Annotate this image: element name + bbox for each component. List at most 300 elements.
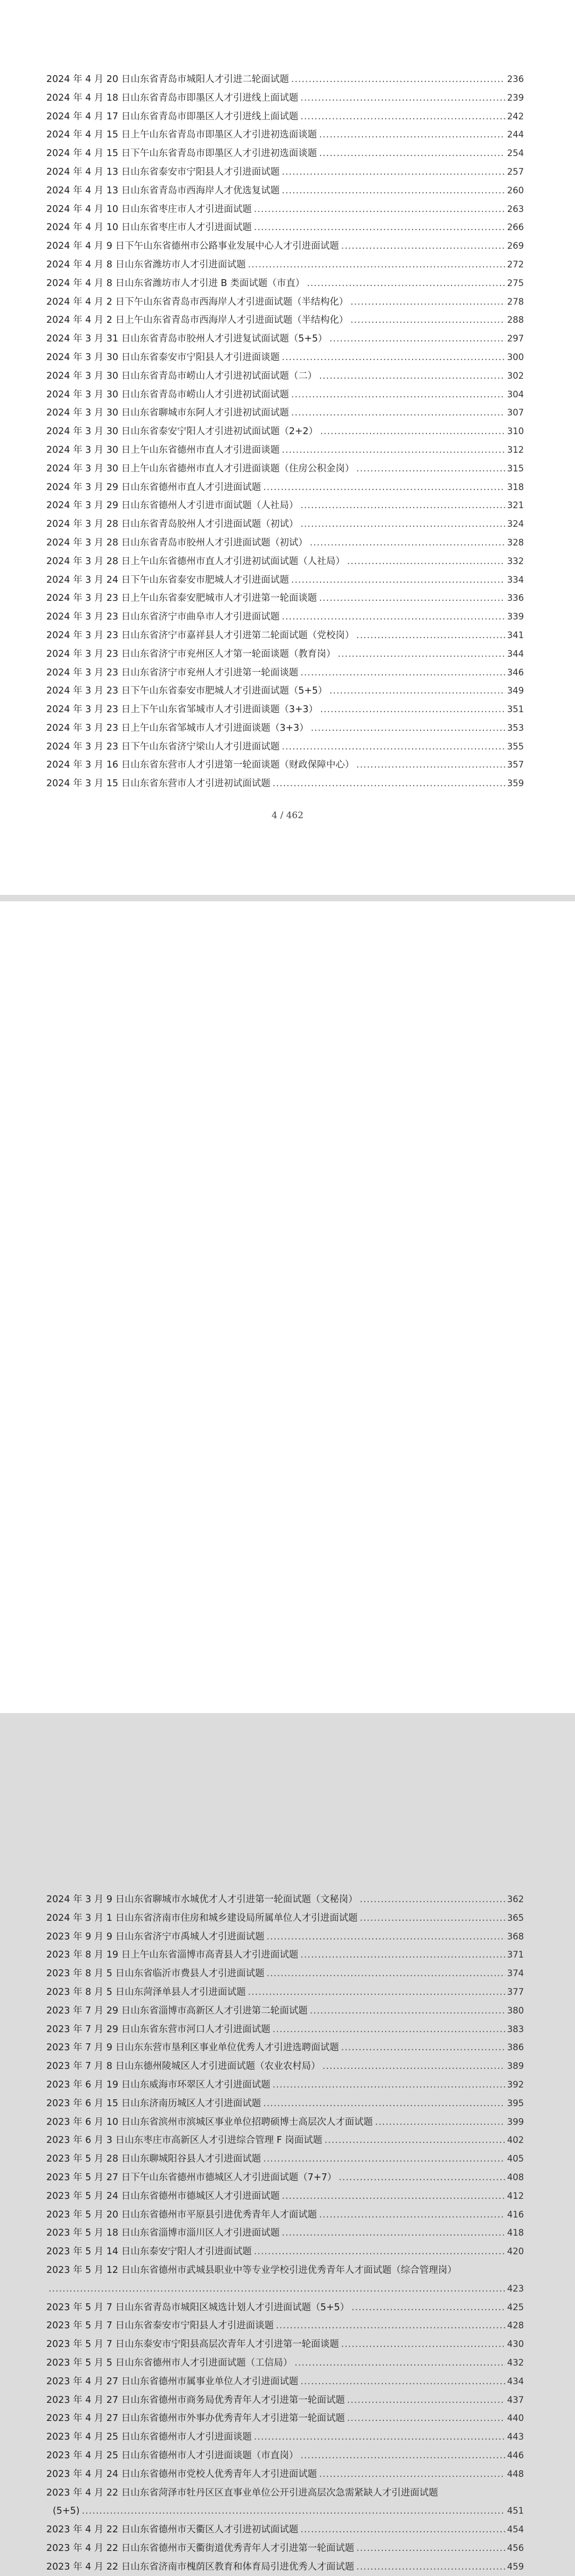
toc-entry-title: 2023 年 5 月 7 日山东泰安市宁阳县高层次青年人才引进第一轮面谈题 (46, 2339, 339, 2350)
toc-entry[interactable] (46, 460, 524, 478)
toc-entry-title: 2024 年 4 月 10 日山东省枣庄市人才引进面试题 (46, 222, 252, 233)
toc-leader-dots (273, 775, 505, 793)
toc-leader-dots (319, 2465, 505, 2484)
toc-leader-dots (339, 2169, 505, 2187)
toc-leader-dots (248, 256, 505, 274)
toc-leader-dots (282, 441, 505, 460)
toc-entry-title: 2024 年 3 月 15 日山东省东营市人才引进初试面试题 (46, 778, 270, 789)
toc-entry-page-number: 332 (507, 556, 524, 566)
toc-entry[interactable] (46, 2206, 524, 2224)
toc-entry-page-number: 392 (507, 2079, 524, 2090)
toc-entry-page-number: 440 (507, 2413, 524, 2424)
toc-leader-dots (324, 2131, 505, 2150)
toc-entry[interactable] (46, 144, 524, 163)
table-of-contents (46, 70, 524, 793)
toc-entry-title: 2023 年 5 月 20 日山东省德州市平原县引进优秀青年人才面试题 (46, 2209, 317, 2220)
toc-entry[interactable] (46, 2391, 524, 2410)
toc-entry-page-number: 341 (507, 630, 524, 640)
toc-entry[interactable] (46, 756, 524, 775)
toc-entry[interactable] (46, 108, 524, 126)
toc-entry[interactable] (46, 2076, 524, 2094)
toc-leader-dots (282, 738, 505, 756)
toc-entry-page-number: 456 (507, 2542, 524, 2553)
toc-entry-page-number: 310 (507, 426, 524, 437)
toc-entry-page-number: 389 (507, 2061, 524, 2072)
toc-entry-title: 2023 年 4 月 27 日山东省德州市属事业单位人才引进面试题 (46, 2376, 299, 2387)
toc-entry-page-number: 297 (507, 333, 524, 344)
toc-leader-dots (300, 496, 505, 515)
toc-entry-page-number: 362 (507, 1894, 524, 1904)
toc-leader-dots (267, 1928, 505, 1946)
toc-entry-title: 2024 年 4 月 18 日山东省青岛市即墨区人才引进线上面试题 (46, 92, 299, 103)
toc-entry[interactable] (46, 386, 524, 404)
toc-leader-dots (276, 2317, 505, 2335)
toc-leader-dots (267, 1964, 505, 1983)
toc-leader-dots (319, 126, 505, 144)
toc-entry-page-number: 425 (507, 2302, 524, 2312)
toc-entry-title-continuation: (5+5) (53, 2506, 80, 2517)
toc-entry-title: 2024 年 3 月 23 日下午山东省泰安市肥城人才引进面试题（5+5） (46, 686, 327, 697)
toc-entry[interactable] (46, 478, 524, 497)
toc-entry-title: 2023 年 4 月 25 日山东省德州市人才引进面谈题（市直岗） (46, 2450, 299, 2461)
toc-entry[interactable] (46, 1946, 524, 1964)
toc-leader-dots (338, 645, 505, 664)
toc-leader-dots (282, 2224, 505, 2243)
toc-leader-dots (300, 515, 505, 534)
toc-entry-title: 2024 年 3 月 28 日山东省青岛胶州人才引进面试题（初试） (46, 519, 299, 530)
toc-entry[interactable] (46, 2558, 524, 2576)
toc-entry-title: 2024 年 3 月 30 日上午山东省德州市直人才引进面谈题 (46, 444, 280, 455)
toc-entry-title: 2023 年 7 月 9 日山东东营市垦利区事业单位优秀人才引进选聘面试题 (46, 2042, 339, 2053)
toc-entry-page-number: 357 (507, 760, 524, 770)
toc-leader-dots (347, 2409, 505, 2428)
toc-entry-page-number: 307 (507, 407, 524, 418)
toc-leader-dots (300, 1946, 505, 1964)
toc-leader-dots (350, 311, 505, 330)
document-page-2 (0, 901, 575, 2572)
toc-entry-page-number: 448 (507, 2468, 524, 2479)
toc-entry-page-number: 359 (507, 778, 524, 789)
toc-entry-title: 2023 年 4 月 25 日山东省德州市人才引进面谈题 (46, 2432, 252, 2443)
toc-entry-title: 2024 年 3 月 23 日山东省济宁市嘉祥县人才引进第二轮面试题（党校岗） (46, 630, 355, 641)
toc-entry-title: 2024 年 4 月 13 日山东省青岛市西海岸人才优选复试题 (46, 185, 280, 196)
toc-entry-title: 2024 年 3 月 30 日山东省泰安宁阳人才引进初试面试题（2+2） (46, 426, 318, 437)
toc-entry-page-number: 269 (507, 241, 524, 251)
toc-entry-title: 2024 年 4 月 15 日上午山东省青岛市即墨区人才引进初选面谈题 (46, 129, 317, 141)
toc-entry[interactable] (46, 700, 524, 719)
toc-entry[interactable] (46, 515, 524, 534)
toc-entry-title: 2023 年 5 月 27 日下午山东省德州市德城区人才引进面试题（7+7） (46, 2172, 337, 2183)
toc-leader-dots (350, 293, 505, 312)
toc-leader-dots (254, 2428, 505, 2447)
toc-entry[interactable] (46, 645, 524, 664)
toc-entry-title: 2023 年 4 月 22 日山东省菏泽市牡丹区区直事业单位公开引进高层次急需紧缺人才引进面试题 (46, 2487, 438, 2498)
toc-entry-page-number: 353 (507, 722, 524, 733)
toc-entry[interactable] (46, 2521, 524, 2539)
toc-leader-dots (254, 200, 505, 219)
toc-entry-page-number: 405 (507, 2154, 524, 2164)
toc-entry[interactable] (46, 571, 524, 590)
toc-entry[interactable] (46, 2057, 524, 2076)
toc-leader-dots (300, 664, 505, 682)
toc-entry[interactable] (46, 256, 524, 274)
toc-entry-title: 2023 年 4 月 22 日山东省济南市槐荫区教育和体育局引进优秀人才面试题 (46, 2561, 355, 2572)
toc-entry-page-number: 318 (507, 482, 524, 492)
toc-entry[interactable] (46, 2150, 524, 2169)
toc-entry-title: 2024 年 3 月 28 日山东省青岛市胶州人才引进面试题（初试） (46, 537, 308, 548)
toc-entry-title: 2024 年 3 月 23 日上下午山东省邹城市人才引进面谈题（3+3） (46, 704, 318, 715)
toc-leader-dots (48, 2280, 505, 2298)
toc-entry[interactable] (46, 719, 524, 738)
toc-leader-dots (341, 2039, 505, 2057)
toc-entry-page-number: 334 (507, 574, 524, 585)
toc-entry-title: 2023 年 5 月 7 日山东省青岛市城阳区城选计划人才引进面试题（5+5） (46, 2302, 350, 2313)
toc-entry[interactable] (46, 1909, 524, 1928)
toc-entry-page-number: 423 (507, 2283, 524, 2294)
toc-leader-dots (291, 386, 505, 404)
toc-entry-page-number: 374 (507, 1968, 524, 1979)
toc-entry[interactable] (46, 367, 524, 386)
toc-entry[interactable] (46, 682, 524, 700)
toc-leader-dots (356, 626, 505, 645)
toc-entry-page-number: 288 (507, 315, 524, 325)
toc-entry-title: 2024 年 3 月 30 日山东省泰安市宁阳县人才引进面谈题 (46, 352, 280, 363)
toc-entry[interactable] (46, 2243, 524, 2261)
toc-leader-dots (341, 2335, 505, 2354)
toc-leader-dots (320, 700, 505, 719)
toc-entry-title: 2024 年 4 月 9 日下午山东省德州市公路事业发展中心人才引进面试题 (46, 241, 339, 252)
toc-entry[interactable] (46, 496, 524, 515)
toc-entry-page-number: 418 (507, 2228, 524, 2238)
toc-entry-title: 2023 年 5 月 7 日山东省泰安市宁阳县人才引进面谈题 (46, 2320, 274, 2332)
toc-leader-dots (347, 552, 505, 571)
toc-leader-dots (300, 2373, 505, 2391)
toc-entry-title: 2024 年 3 月 23 日山东省济宁市曲阜市人才引进面试题 (46, 612, 280, 623)
toc-entry-page-number: 260 (507, 185, 524, 195)
document-page-1 (0, 0, 575, 895)
toc-entry-page-number: 380 (507, 2005, 524, 2016)
toc-entry-page-number: 428 (507, 2320, 524, 2331)
toc-entry-title: 2024 年 4 月 8 日山东省潍坊市人才引进 B 类面试题（市直） (46, 278, 305, 289)
toc-entry[interactable] (46, 274, 524, 293)
toc-entry-title: 2024 年 3 月 23 日上午山东省泰安肥城市人才引进第一轮面谈题 (46, 593, 317, 604)
toc-entry[interactable] (46, 2484, 524, 2521)
toc-entry-page-number: 386 (507, 2042, 524, 2053)
toc-entry-page-number: 324 (507, 519, 524, 529)
toc-entry-title: 2023 年 8 月 5 日山东省临沂市费县人才引进面试题 (46, 1968, 265, 1979)
toc-entry[interactable] (46, 2094, 524, 2113)
table-of-contents (46, 1890, 524, 2576)
toc-entry-page-number: 302 (507, 370, 524, 381)
toc-entry-page-number: 377 (507, 1986, 524, 1997)
toc-entry[interactable] (46, 311, 524, 330)
toc-leader-dots (263, 2150, 505, 2169)
toc-entry-title: 2023 年 5 月 5 日山东省德州市人才引进面试题（工信局） (46, 2357, 293, 2368)
toc-entry[interactable] (46, 626, 524, 645)
toc-entry-page-number: 368 (507, 1931, 524, 1942)
toc-leader-dots (300, 2521, 505, 2539)
toc-entry-page-number: 344 (507, 648, 524, 659)
toc-entry-title: 2023 年 6 月 3 日山东枣庄市高新区人才引进综合管理 F 岗面试题 (46, 2135, 323, 2146)
toc-entry[interactable] (46, 552, 524, 571)
toc-entry[interactable] (46, 2354, 524, 2373)
toc-leader-dots (356, 2558, 505, 2576)
toc-entry-title: 2023 年 6 月 19 日山东威海市环翠区人才引进面试题 (46, 2079, 270, 2090)
toc-entry-title: 2024 年 3 月 30 日山东省聊城市东阿人才引进初试面试题 (46, 407, 289, 419)
toc-entry[interactable] (46, 2539, 524, 2558)
toc-leader-dots (310, 534, 505, 552)
toc-entry-page-number: 300 (507, 352, 524, 362)
toc-entry-page-number: 454 (507, 2524, 524, 2535)
toc-leader-dots (356, 460, 505, 478)
toc-entry-title: 2023 年 4 月 22 日山东省德州市天衢街道优秀青年人才引进第一轮面试题 (46, 2542, 355, 2554)
toc-entry[interactable] (46, 2002, 524, 2020)
toc-entry[interactable] (46, 2298, 524, 2317)
toc-entry[interactable] (46, 163, 524, 182)
toc-entry-title: 2024 年 3 月 29 日山东省德州市直人才引进面试题 (46, 482, 261, 493)
toc-entry-title: 2023 年 4 月 27 日山东省德州市商务局优秀青年人才引进第一轮面试题 (46, 2394, 345, 2406)
toc-entry-page-number: 304 (507, 389, 524, 400)
toc-entry-title: 2024 年 3 月 23 日下午山东省济宁梁山人才引进面试题 (46, 741, 280, 752)
toc-leader-dots (347, 2391, 505, 2410)
toc-leader-dots (300, 2447, 505, 2465)
toc-leader-dots (300, 108, 505, 126)
toc-entry-page-number: 351 (507, 704, 524, 715)
toc-entry-title: 2024 年 3 月 23 日山东省济宁市兖州人才引进第一轮面谈题 (46, 667, 299, 678)
toc-leader-dots (291, 571, 505, 590)
toc-entry[interactable] (46, 2465, 524, 2484)
toc-entry-page-number: 339 (507, 612, 524, 622)
toc-entry[interactable] (46, 348, 524, 367)
toc-leader-dots (282, 608, 505, 626)
toc-entry-title: 2024 年 4 月 15 日下午山东省青岛市即墨区人才引进初选面谈题 (46, 148, 317, 159)
toc-entry[interactable] (46, 2169, 524, 2187)
toc-entry-page-number: 272 (507, 259, 524, 270)
toc-entry-page-number: 321 (507, 500, 524, 511)
toc-entry-page-number: 336 (507, 593, 524, 604)
toc-entry-title: 2024 年 3 月 31 日山东省青岛市胶州人才引进复试面试题（5+5） (46, 333, 327, 345)
toc-leader-dots (360, 1890, 505, 1909)
toc-entry-page-number: 412 (507, 2190, 524, 2201)
toc-entry-page-number: 257 (507, 166, 524, 177)
toc-entry-page-number: 355 (507, 741, 524, 752)
toc-entry-title: 2024 年 4 月 20 日山东省青岛市城阳人才引进二轮面试题 (46, 74, 289, 85)
toc-leader-dots (263, 478, 505, 497)
toc-entry-page-number: 346 (507, 667, 524, 678)
toc-entry-title: 2024 年 4 月 2 日上午山东省青岛市西海岸人才引进面试题（半结构化） (46, 315, 349, 326)
toc-entry[interactable] (46, 330, 524, 348)
toc-leader-dots (307, 274, 505, 293)
toc-leader-dots (356, 2539, 505, 2558)
toc-leader-dots (263, 2094, 505, 2113)
toc-entry-title: 2024 年 4 月 13 日山东省泰安市宁阳县人才引进面试题 (46, 166, 280, 177)
toc-entry[interactable] (46, 70, 524, 89)
toc-leader-dots (360, 1909, 505, 1928)
toc-entry[interactable] (46, 2428, 524, 2447)
toc-entry[interactable] (46, 534, 524, 552)
toc-leader-dots (330, 682, 505, 700)
toc-entry-page-number: 312 (507, 444, 524, 455)
toc-entry[interactable] (46, 589, 524, 608)
toc-entry[interactable] (46, 2113, 524, 2132)
toc-leader-dots (254, 2243, 505, 2261)
toc-entry-title: 2024 年 3 月 30 日山东省青岛市崂山人才引进初试面试题 (46, 389, 289, 400)
toc-entry[interactable] (46, 89, 524, 108)
toc-entry[interactable] (46, 2317, 524, 2335)
toc-entry-title: 2023 年 4 月 27 日山东省德州市外事办优秀青年人才引进第一轮面试题 (46, 2413, 345, 2424)
toc-entry-title: 2023 年 4 月 22 日山东省德州市天衢区人才引进初试面试题 (46, 2524, 299, 2536)
toc-entry-page-number: 383 (507, 2024, 524, 2034)
toc-entry-page-number: 430 (507, 2339, 524, 2350)
toc-entry[interactable] (46, 237, 524, 256)
toc-entry-page-number: 420 (507, 2246, 524, 2257)
toc-entry-page-number: 395 (507, 2098, 524, 2108)
toc-entry[interactable] (46, 608, 524, 626)
toc-entry-title: 2024 年 3 月 9 日山东省聊城市水城优才人才引进第一轮面试题（文秘岗） (46, 1894, 358, 1905)
toc-entry-title: 2024 年 3 月 30 日山东省青岛市崂山人才引进初试面试题（二） (46, 370, 317, 381)
toc-entry-title: 2023 年 5 月 18 日山东省淄博市淄川区人才引进面试题 (46, 2228, 280, 2239)
toc-entry[interactable] (46, 441, 524, 460)
toc-entry[interactable] (46, 1964, 524, 1983)
toc-leader-dots (319, 367, 505, 386)
toc-leader-dots (341, 237, 505, 256)
toc-entry-title: 2023 年 8 月 5 日山东菏泽单县人才引进面试题 (46, 1986, 246, 1998)
toc-entry[interactable] (46, 2224, 524, 2243)
toc-entry-page-number: 451 (507, 2506, 524, 2516)
toc-entry-title: 2024 年 3 月 1 日山东省济南市住房和城乡建设局所属单位人才引进面试题 (46, 1912, 358, 1923)
toc-entry-page-number: 328 (507, 537, 524, 548)
toc-entry-title: 2023 年 7 月 29 日山东省淄博市高新区人才引进第二轮面试题 (46, 2005, 308, 2016)
toc-entry[interactable] (46, 293, 524, 312)
toc-entry-title: 2023 年 6 月 10 日山东省滨州市滨城区事业单位招聘硕博士高层次人才面试题 (46, 2116, 373, 2127)
toc-entry[interactable] (46, 422, 524, 441)
page-number-indicator: 4 / 462 (272, 810, 303, 821)
toc-leader-dots (282, 2187, 505, 2206)
toc-entry-page-number: 365 (507, 1912, 524, 1923)
toc-leader-dots (248, 1983, 505, 2002)
toc-entry[interactable] (46, 2261, 524, 2298)
toc-leader-dots (282, 163, 505, 182)
toc-entry-title: 2024 年 3 月 28 日上午山东省德州市直人才引进初试面试题（人社局） (46, 556, 345, 567)
toc-entry-title: 2024 年 4 月 10 日山东省枣庄市人才引进面试题 (46, 203, 252, 215)
toc-entry-title: 2024 年 4 月 17 日山东省青岛市即墨区人才引进线上面试题 (46, 111, 299, 122)
toc-entry-page-number: 446 (507, 2450, 524, 2460)
toc-entry-title: 2023 年 8 月 19 日上午山东省淄博市高青县人才引进面试题 (46, 1950, 299, 1961)
toc-leader-dots (291, 404, 505, 422)
toc-entry[interactable] (46, 1890, 524, 1909)
toc-leader-dots (82, 2502, 505, 2521)
toc-entry-page-number: 278 (507, 296, 524, 307)
toc-entry-page-number: 459 (507, 2561, 524, 2572)
toc-leader-dots (330, 330, 505, 348)
toc-entry-title: 2024 年 3 月 29 日山东省德州人才引进市面试题（人社局） (46, 500, 299, 511)
toc-entry[interactable] (46, 2187, 524, 2206)
toc-entry[interactable] (46, 775, 524, 793)
toc-leader-dots (323, 2057, 505, 2076)
toc-entry-page-number: 315 (507, 463, 524, 474)
toc-entry-title: 2023 年 5 月 12 日山东省德州市武城县职业中等专业学校引进优秀青年人才面试题（综合管理岗） (46, 2264, 457, 2276)
toc-entry-page-number: 408 (507, 2172, 524, 2182)
toc-entry-page-number: 254 (507, 148, 524, 159)
toc-leader-dots (351, 2298, 505, 2317)
toc-entry-title: 2024 年 3 月 16 日山东省东营市人才引进第一轮面谈题（财政保障中心） (46, 760, 355, 771)
toc-entry[interactable] (46, 126, 524, 144)
toc-entry-title: 2023 年 5 月 28 日山东聊城阳谷县人才引进面试题 (46, 2154, 261, 2165)
toc-entry-page-number: 434 (507, 2376, 524, 2386)
toc-leader-dots (254, 218, 505, 237)
toc-entry[interactable] (46, 2335, 524, 2354)
toc-entry[interactable] (46, 404, 524, 422)
toc-entry[interactable] (46, 2039, 524, 2057)
toc-leader-dots (319, 144, 505, 163)
toc-leader-dots (300, 89, 505, 108)
toc-entry-title: 2024 年 3 月 23 日山东省济宁市兖州区人才第一轮面谈题（教育岗） (46, 648, 336, 659)
toc-entry-page-number: 371 (507, 1950, 524, 1960)
toc-entry-title: 2023 年 6 月 15 日山东济南历城区人才引进面试题 (46, 2098, 261, 2109)
toc-entry-page-number: 432 (507, 2357, 524, 2368)
toc-entry-title: 2023 年 7 月 29 日山东省东营市河口人才引进面试题 (46, 2024, 270, 2035)
toc-leader-dots (273, 2076, 505, 2094)
toc-entry-page-number: 437 (507, 2394, 524, 2405)
toc-entry-title: 2024 年 3 月 23 日上午山东省邹城市人才引进面谈题（3+3） (46, 722, 309, 733)
toc-entry[interactable] (46, 2020, 524, 2039)
toc-entry-title: 2024 年 3 月 24 日下午山东省泰安市肥城人才引进面试题 (46, 574, 289, 585)
toc-leader-dots (311, 719, 505, 738)
toc-leader-dots (375, 2113, 505, 2132)
toc-entry-page-number: 402 (507, 2135, 524, 2146)
toc-entry-title: 2024 年 4 月 8 日山东省潍坊市人才引进面试题 (46, 259, 246, 270)
toc-entry-page-number: 416 (507, 2209, 524, 2220)
toc-entry-page-number: 266 (507, 222, 524, 233)
toc-entry[interactable] (46, 1928, 524, 1946)
toc-leader-dots (356, 756, 505, 775)
toc-entry[interactable] (46, 2373, 524, 2391)
toc-entry[interactable] (46, 200, 524, 219)
toc-leader-dots (282, 348, 505, 367)
toc-entry-title: 2024 年 3 月 30 日上午山东省德州市直人才引进面谈题（住房公积金岗） (46, 463, 355, 474)
toc-entry-page-number: 263 (507, 203, 524, 214)
toc-entry[interactable] (46, 1983, 524, 2002)
toc-leader-dots (294, 2354, 505, 2373)
toc-leader-dots (291, 70, 505, 89)
toc-leader-dots (320, 422, 505, 441)
toc-entry-page-number: 236 (507, 74, 524, 84)
toc-entry[interactable] (46, 2131, 524, 2150)
toc-entry-page-number: 399 (507, 2116, 524, 2127)
toc-leader-dots (310, 2002, 505, 2020)
toc-entry-page-number: 349 (507, 686, 524, 696)
toc-entry-page-number: 244 (507, 129, 524, 140)
toc-entry[interactable] (46, 738, 524, 756)
toc-leader-dots (273, 2020, 505, 2039)
toc-entry-title: 2024 年 4 月 2 日下午山东省青岛市西海岸人才引进面试题（半结构化） (46, 296, 349, 307)
toc-leader-dots (282, 182, 505, 200)
toc-entry[interactable] (46, 218, 524, 237)
toc-entry[interactable] (46, 182, 524, 200)
toc-entry-title: 2023 年 5 月 24 日山东省德州市德城区人才引进面试题 (46, 2190, 280, 2202)
toc-entry-title: 2023 年 9 月 9 日山东省济宁市禹城人才引进面试题 (46, 1931, 265, 1942)
toc-entry[interactable] (46, 664, 524, 682)
toc-entry-page-number: 239 (507, 92, 524, 103)
toc-entry-page-number: 443 (507, 2432, 524, 2442)
toc-entry[interactable] (46, 2447, 524, 2465)
toc-entry-title: 2023 年 5 月 14 日山东泰安宁阳人才引进面试题 (46, 2246, 252, 2257)
toc-leader-dots (319, 2206, 505, 2224)
toc-leader-dots (319, 589, 505, 608)
toc-entry-page-number: 242 (507, 111, 524, 121)
toc-entry[interactable] (46, 2409, 524, 2428)
toc-entry-title: 2023 年 4 月 24 日山东省德州市党校人优秀青年人才引进面试题 (46, 2468, 317, 2480)
